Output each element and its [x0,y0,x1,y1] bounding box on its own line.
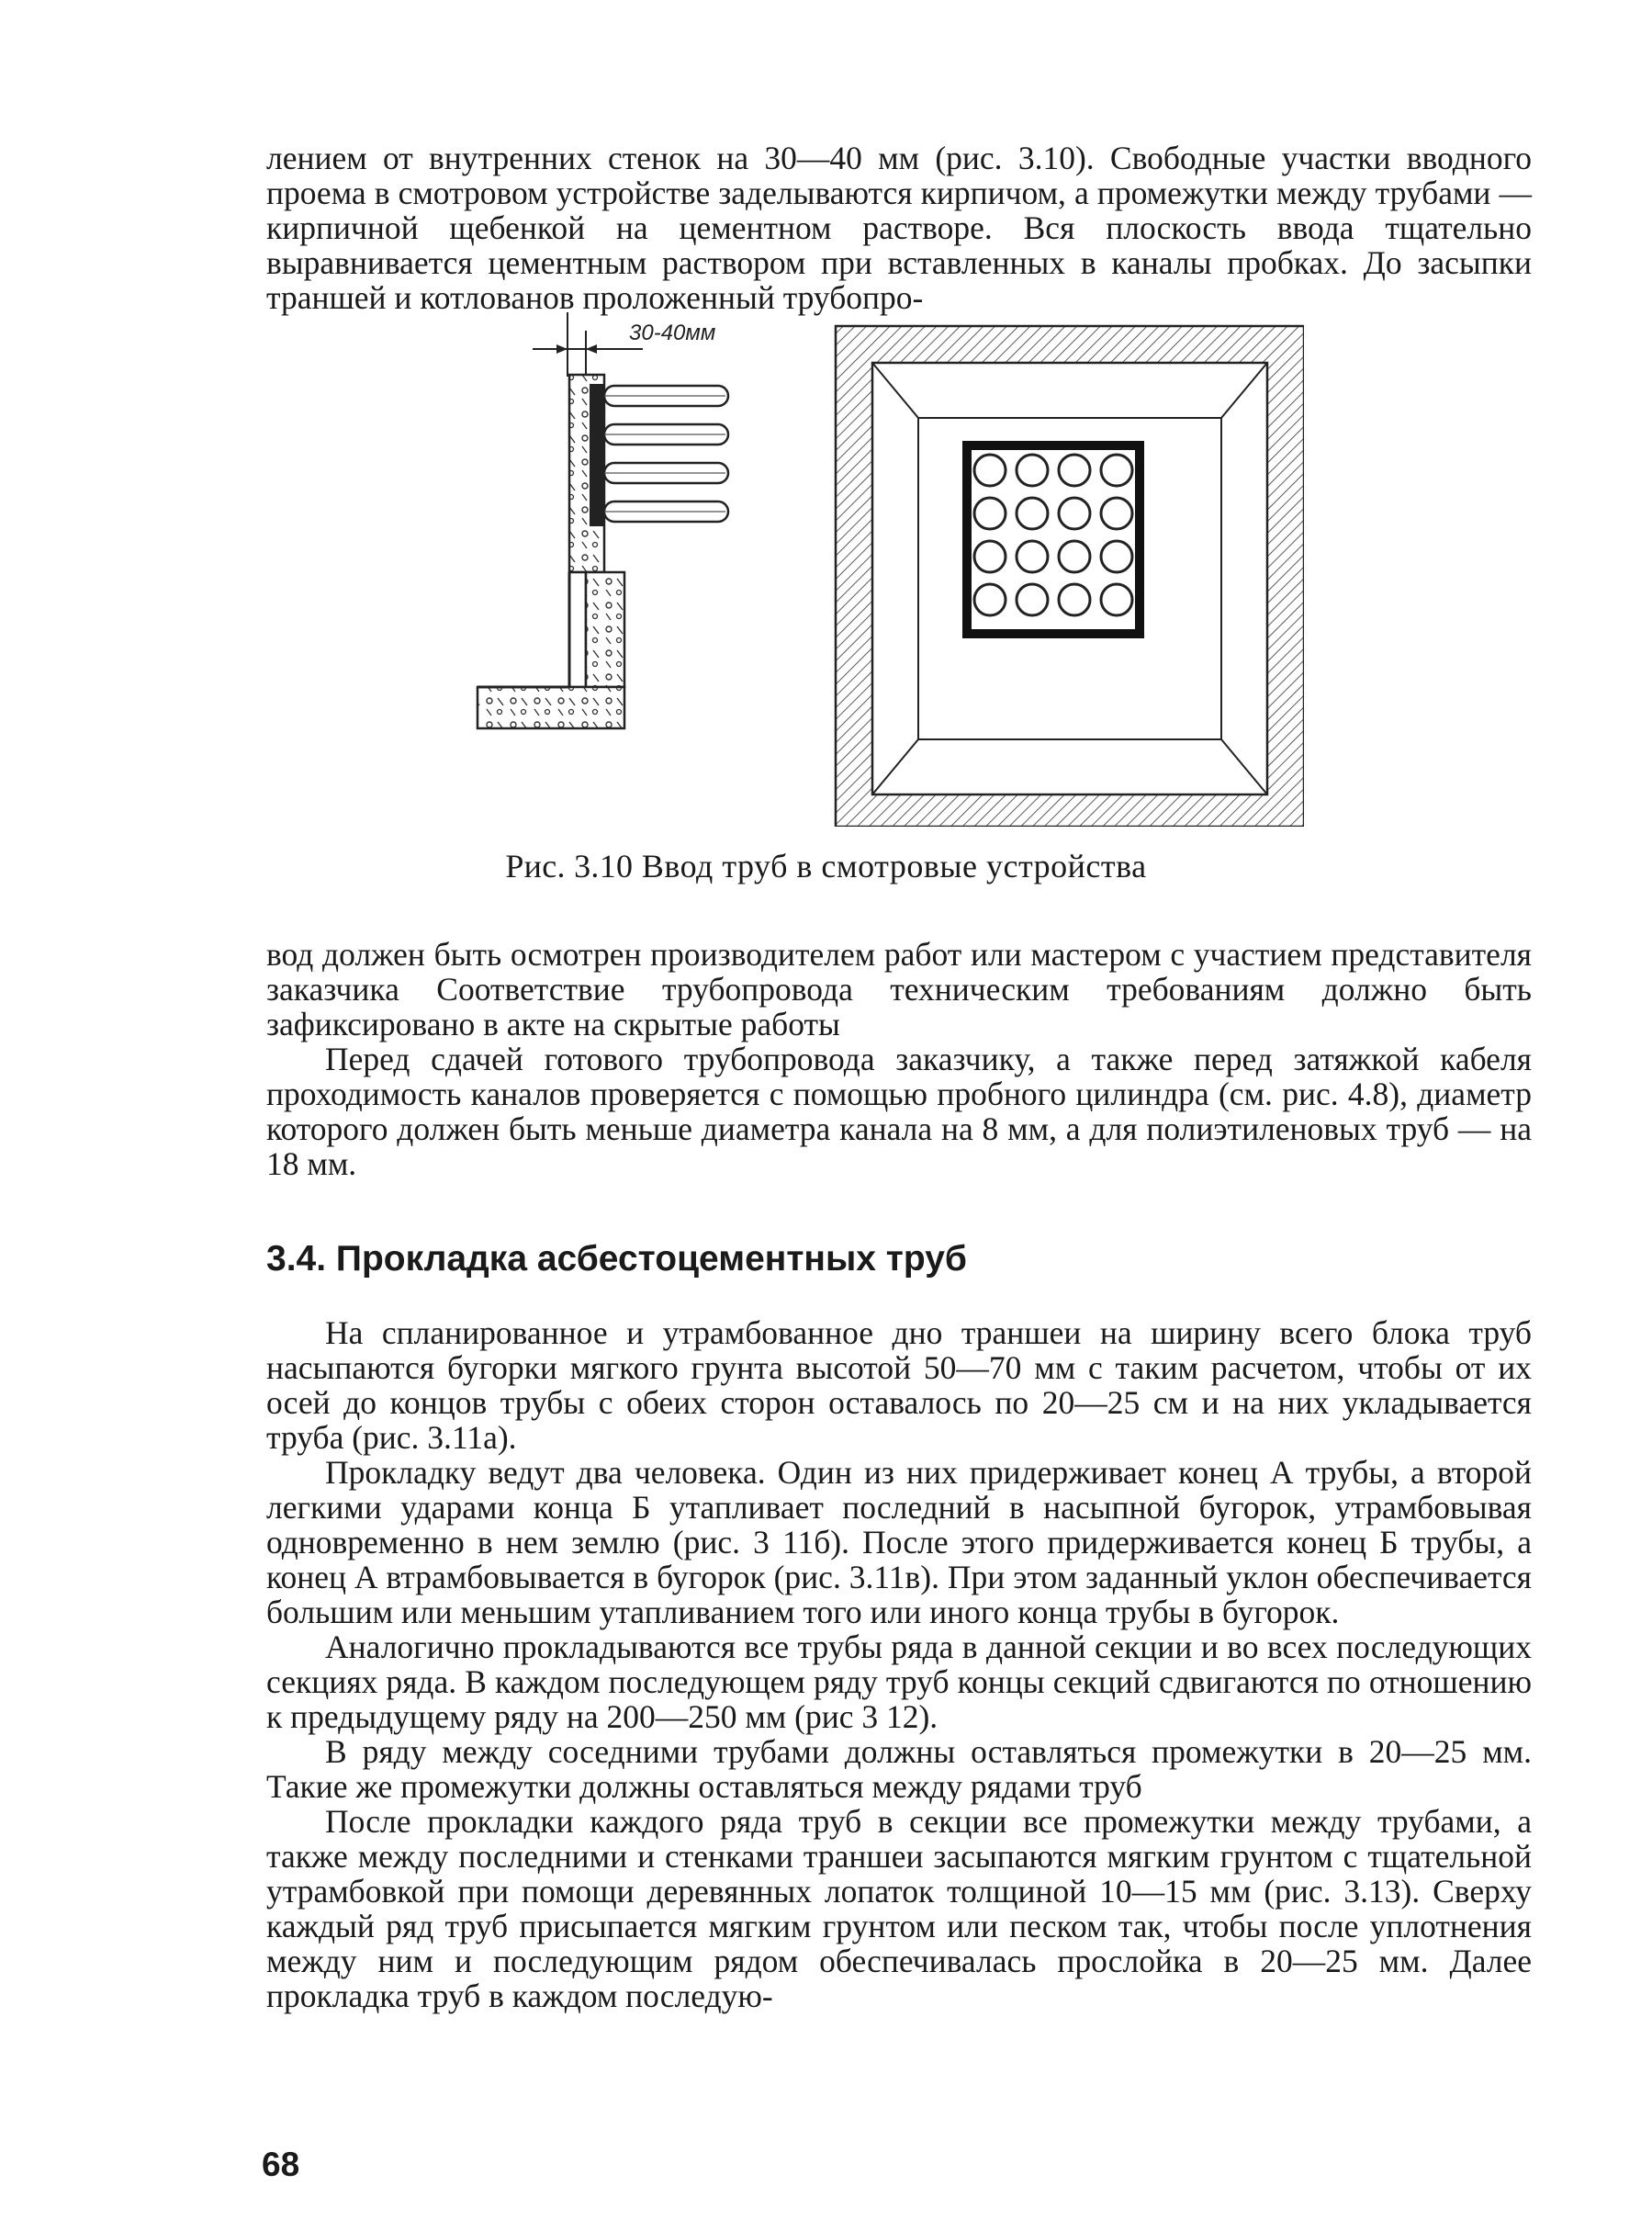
middle-text-block [266,937,1532,1181]
pipe-hole [974,455,1006,486]
wall-section-drawing [478,312,728,728]
paragraph: Аналогично прокладываются все трубы ряда в данной секции и во всех последующих секциях ряда. В каждом последующем ряду труб концы секций сдвигаются по отношению к предыдущему ряду на 200—250 мм (рис 3 12). [266,1628,1532,1735]
paragraph: вод должен быть осмотрен производителем работ или мастером с участием представителя заказчика Соответствие трубопровода техническим требованиям должно быть зафиксировано в акте на скрытые работы [266,936,1532,1042]
section-number: 3.4. [266,1239,327,1279]
pipe-hole [1059,584,1090,615]
top-text-block [266,141,1532,315]
pipe-hole [1017,498,1048,529]
figure-drawing [459,312,1304,827]
paragraph: Перед сдачей готового трубопровода заказчику, а также перед затяжкой кабеля проходимость каналов проверяется с помощью пробного цилиндра (см. рис. 4.8), диаметр которого должен быть меньше диаметра канала на 8 мм, а для полиэтиленовых труб — на 18 мм. [266,1041,1532,1182]
caption-text: Ввод труб в смотровые устройства [641,848,1147,885]
pipe-hole [1101,584,1132,615]
pipe-hole [1059,455,1090,486]
pipe-hole [974,498,1006,529]
pipe-hole [1017,455,1048,486]
pipe-hole [974,584,1006,615]
pipe-hole [1017,541,1048,572]
paragraph: лением от внутренних стенок на 30—40 мм (рис. 3.10). Свободные участки вводного проема в смотровом устройстве заделываются кирпичом, а промежутки между трубами — кирпичной щебенкой на цементном растворе. Вся плоскость ввода тщательно выравнивается цементным раствором при вставленных в каналы пробках. До засыпки траншей и котлованов проложенный трубопро- [266,140,1532,316]
caption-prefix: Рис. 3.10 [505,848,634,885]
section-heading [266,1238,1532,1280]
paragraph: После прокладки каждого ряда труб в секции все промежутки между трубами, а также между последними и стенками траншеи засыпаются мягким грунтом с тщательной утрамбовкой при помощи деревянных лопаток толщиной 10—15 мм (рис. 3.13). Сверху каждый ряд труб присыпается мягким грунтом или песком так, чтобы после уплотнения между ним и последующим рядом обеспечивалась прослойка в 20—25 мм. Далее прокладка труб в каждом последую- [266,1803,1532,2014]
pipe-hole [1101,455,1132,486]
paragraph: Прокладку ведут два человека. Один из них придерживает конец А трубы, а второй легкими ударами конца Б утапливает последний в насыпной бугорок, утрамбовывая одновременно в нем землю (рис. 3 11б). После этого придерживается конец Б трубы, а конец А втрамбовывается в бугорок (рис. 3.11в). При этом заданный уклон обеспечивается большим или меньшим утапливанием того или иного конца трубы в бугорок. [266,1454,1532,1630]
figure-caption [0,848,1652,885]
pipe-entry-group [590,384,728,526]
section-title: Прокладка асбестоцементных труб [335,1239,967,1279]
page-number: 68 [262,2146,300,2183]
pipe-hole [1101,541,1132,572]
paragraph: В ряду между соседними трубами должны оставляться промежутки в 20—25 мм. Такие же промежутки должны оставляться между рядами труб [266,1733,1532,1805]
pipe-hole [1059,541,1090,572]
section-text-block [266,1315,1532,2013]
pipe-hole [974,541,1006,572]
paragraph: На спланированное и утрамбованное дно траншеи на ширину всего блока труб насыпаются бугорки мягкого грунта высотой 50—70 мм с таким расчетом, чтобы от их осей до концов трубы с обеих сторон оставалось по 20—25 см и на них укладывается труба (рис. 3.11а). [266,1314,1532,1456]
pipe-hole [1059,498,1090,529]
figure-3-10 [459,312,1304,827]
pipe-hole [1017,584,1048,615]
dimension-label: 30-40мм [629,321,716,345]
manhole-front-view [836,326,1304,827]
pipe-hole [1101,498,1132,529]
